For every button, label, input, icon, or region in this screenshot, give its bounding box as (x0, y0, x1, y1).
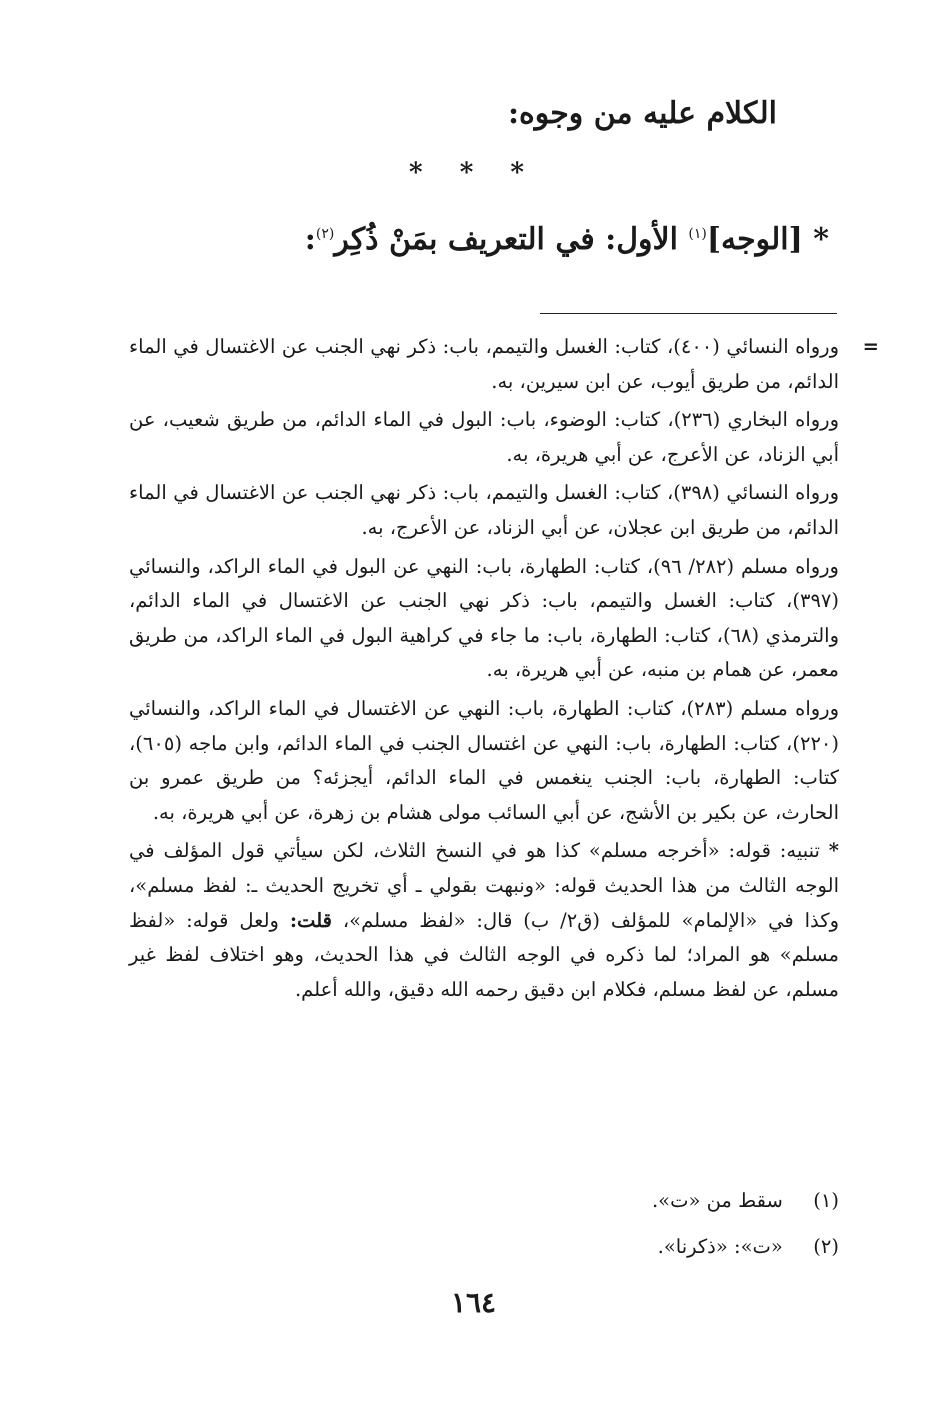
tanbih-star: * (828, 839, 839, 863)
footnotes (652, 1178, 839, 1270)
page-number: ١٦٤ (450, 1286, 497, 1319)
continuation-marker: = (862, 335, 879, 358)
footnote-ref-1[interactable]: (١) (688, 226, 707, 242)
tanbih-text-2: ولعل قوله: «لفظ مسلم» هو المراد؛ لما ذكره في الوجه الثالث في هذا الحديث، وهو اختلاف لفظ غير مسلم، عن لفظ مسلم، فكلام ابن دقيق رحمه الله دقيق، والله أعلم. (129, 908, 839, 1001)
section-bracket-text: [الوجه] (706, 222, 803, 257)
footnote-text: سقط من «ت». (651, 1189, 783, 1212)
tanbih-qult: قلت: (289, 908, 332, 932)
section-divider-stars: * * * (409, 158, 538, 188)
footnote-item (652, 1178, 839, 1224)
note-paragraph: ورواه البخاري (٢٣٦)، كتاب: الوضوء، باب: البول في الماء الدائم، من طريق شعيب، عن أبي الزناد، عن الأعرج، عن أبي هريرة، به. (129, 408, 839, 466)
note-paragraph (129, 330, 879, 399)
footnote-number: (١) (813, 1189, 839, 1212)
footnote-text: «ت»: «ذكرنا». (657, 1235, 783, 1258)
tanbih-text-1: تنبيه: قوله: «أخرجه مسلم» كذا هو في النسخ الثلاث، لكن سيأتي قول المؤلف في الوجه الثالث من هذا الحديث قوله: «ونبهت بقولي ـ أي تخريج الحديث ـ: لفظ مسلم»، وكذا في «الإلمام» للمؤلف (ق٢/ ب) قال: «لفظ مسلم»، (129, 839, 839, 932)
footnote-number: (٢) (813, 1235, 839, 1258)
section-title (305, 222, 829, 257)
section-star: * (813, 222, 829, 257)
section-title-text: الأول: في التعريف بمَنْ ذُكِر (334, 222, 689, 257)
continued-footnote-block (129, 330, 879, 1011)
page-heading: الكلام عليه من وجوه: (507, 96, 777, 131)
note-paragraph: ورواه مسلم (٢٨٢/ ٩٦)، كتاب: الطهارة، باب: النهي عن البول في الماء الراكد، والنسائي (٣٩٧)، كتاب: الغسل والتيمم، باب: ذكر نهي الجنب عن الاغتسال في الماء الدائم، والترمذي (٦٨)، كتاب: الطهارة، باب: ما جاء في كراهية البول في الماء الراكد، من طريق معمر، عن همام بن منبه، عن أبي هريرة، به. (129, 554, 839, 682)
section-title-end: : (304, 222, 316, 257)
note-paragraph: ورواه النسائي (٣٩٨)، كتاب: الغسل والتيمم، باب: ذكر نهي الجنب عن الاغتسال في الماء الدائم، من طريق ابن عجلان، عن أبي الزناد، عن الأعرج، به. (129, 481, 839, 539)
note-paragraph-text: ورواه النسائي (٤٠٠)، كتاب: الغسل والتيمم، باب: ذكر نهي الجنب عن الاغتسال في الماء الدائم، من طريق أيوب، عن ابن سيرين، به. (129, 335, 839, 393)
note-paragraph: ورواه مسلم (٢٨٣)، كتاب: الطهارة، باب: النهي عن الاغتسال في الماء الراكد، والنسائي (٢٢٠)، كتاب: الطهارة، باب: النهي عن اغتسال الجنب في الماء الدائم، وابن ماجه (٦٠٥)، كتاب: الطهارة، باب: الجنب ينغمس في الماء الدائم، أيجزئه؟ من طريق عمرو بن الحارث، عن بكير بن الأشج، عن أبي السائب مولى هشام بن زهرة، عن أبي هريرة، به. (129, 696, 839, 824)
footnote-ref-2[interactable]: (٢) (315, 226, 335, 242)
tanbih-paragraph (129, 834, 839, 1007)
footnote-separator (540, 313, 837, 314)
footnote-item (652, 1224, 839, 1270)
